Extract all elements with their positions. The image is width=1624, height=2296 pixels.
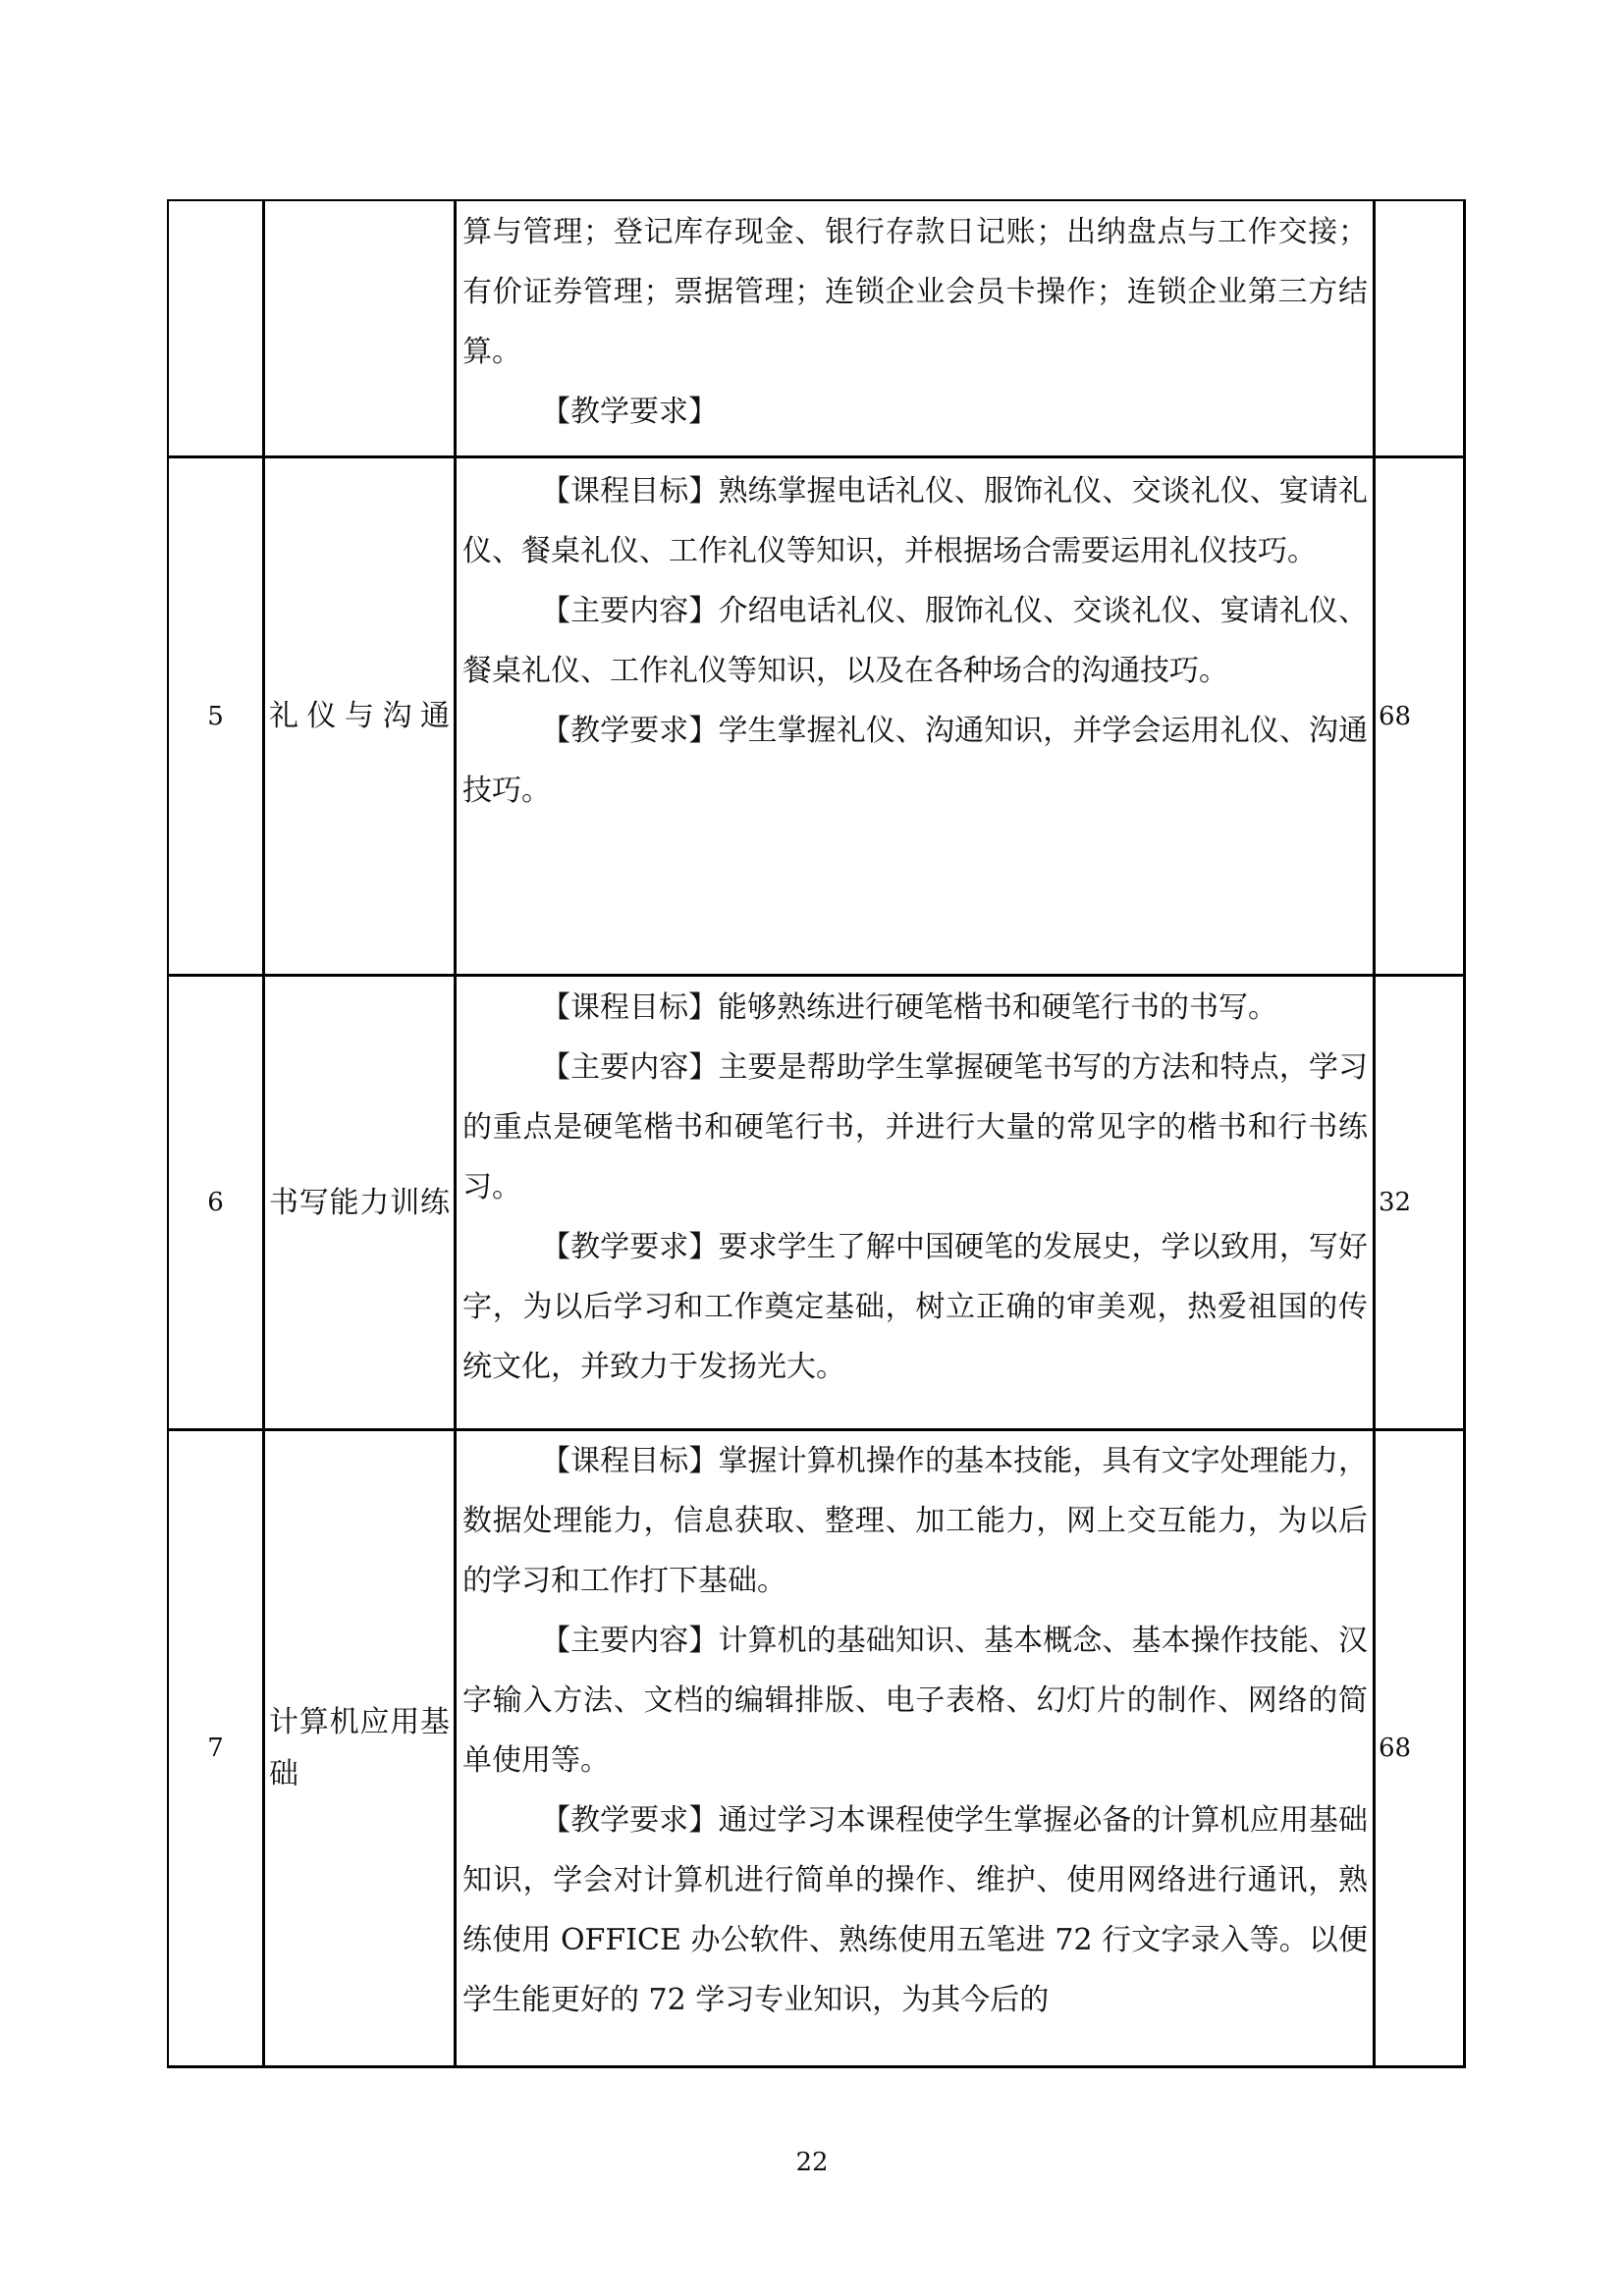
content-paragraph: 算与管理；登记库存现金、银行存款日记账；出纳盘点与工作交接；有价证券管理；票据管理；连锁企业会员卡操作；连锁企业第三方结算。 <box>462 215 1368 369</box>
content-paragraph: 【课程目标】熟练掌握电话礼仪、服饰礼仪、交谈礼仪、宴请礼仪、餐桌礼仪、工作礼仪等知识，并根据场合需要运用礼仪技巧。 <box>462 474 1368 568</box>
course-content-cell <box>457 202 1373 455</box>
course-number: 6 <box>207 1188 224 1217</box>
course-hours: 32 <box>1379 1188 1412 1217</box>
course-number: 7 <box>207 1734 224 1763</box>
course-hours: 68 <box>1379 701 1412 731</box>
content-paragraph: 【课程目标】掌握计算机操作的基本技能，具有文字处理能力，数据处理能力，信息获取、整理、加工能力，网上交互能力，为以后的学习和工作打下基础。 <box>462 1444 1368 1598</box>
course-content-cell <box>457 978 1373 1428</box>
content-paragraph: 【教学要求】通过学习本课程使学生掌握必备的计算机应用基础知识，学会对计算机进行简单的操作、维护、使用网络进行通讯，熟练使用 OFFICE 办公软件、熟练使用五笔进 72 行文字录入等。以便学生能更好的 72 学习专业知识，为其今后的 <box>462 1803 1368 2017</box>
content-paragraph: 【教学要求】学生掌握礼仪、沟通知识，并学会运用礼仪、沟通技巧。 <box>462 714 1368 808</box>
content-paragraph: 【主要内容】介绍电话礼仪、服饰礼仪、交谈礼仪、宴请礼仪、餐桌礼仪、工作礼仪等知识，以及在各种场合的沟通技巧。 <box>462 594 1368 688</box>
content-paragraph: 【主要内容】计算机的基础知识、基本概念、基本操作技能、汉字输入方法、文档的编辑排版、电子表格、幻灯片的制作、网络的简单使用等。 <box>462 1624 1368 1778</box>
course-number: 5 <box>207 701 224 731</box>
course-content-cell <box>457 1431 1373 2065</box>
content-paragraph: 【教学要求】 <box>541 395 718 429</box>
table-border-bottom <box>167 2065 1466 2068</box>
course-name: 书写能力训练 <box>269 1185 450 1220</box>
course-name: 计算机应用基础 <box>269 1705 450 1791</box>
course-name: 礼仪与沟通 <box>269 699 450 733</box>
table-border-right <box>1463 199 1466 2068</box>
course-content-cell <box>457 461 1373 974</box>
content-paragraph: 【教学要求】要求学生了解中国硬笔的发展史，学以致用，写好字，为以后学习和工作奠定基础，树立正确的审美观，热爱祖国的传统文化，并致力于发扬光大。 <box>462 1230 1368 1384</box>
curriculum-table <box>167 199 1467 2068</box>
course-hours: 68 <box>1379 1734 1412 1763</box>
content-paragraph: 【主要内容】主要是帮助学生掌握硬笔书写的方法和特点，学习的重点是硬笔楷书和硬笔行书，并进行大量的常见字的楷书和行书练习。 <box>462 1050 1368 1204</box>
table-border-top <box>167 199 1466 201</box>
page-number: 22 <box>795 2148 829 2177</box>
content-paragraph: 【课程目标】能够熟练进行硬笔楷书和硬笔行书的书写。 <box>541 990 1277 1025</box>
